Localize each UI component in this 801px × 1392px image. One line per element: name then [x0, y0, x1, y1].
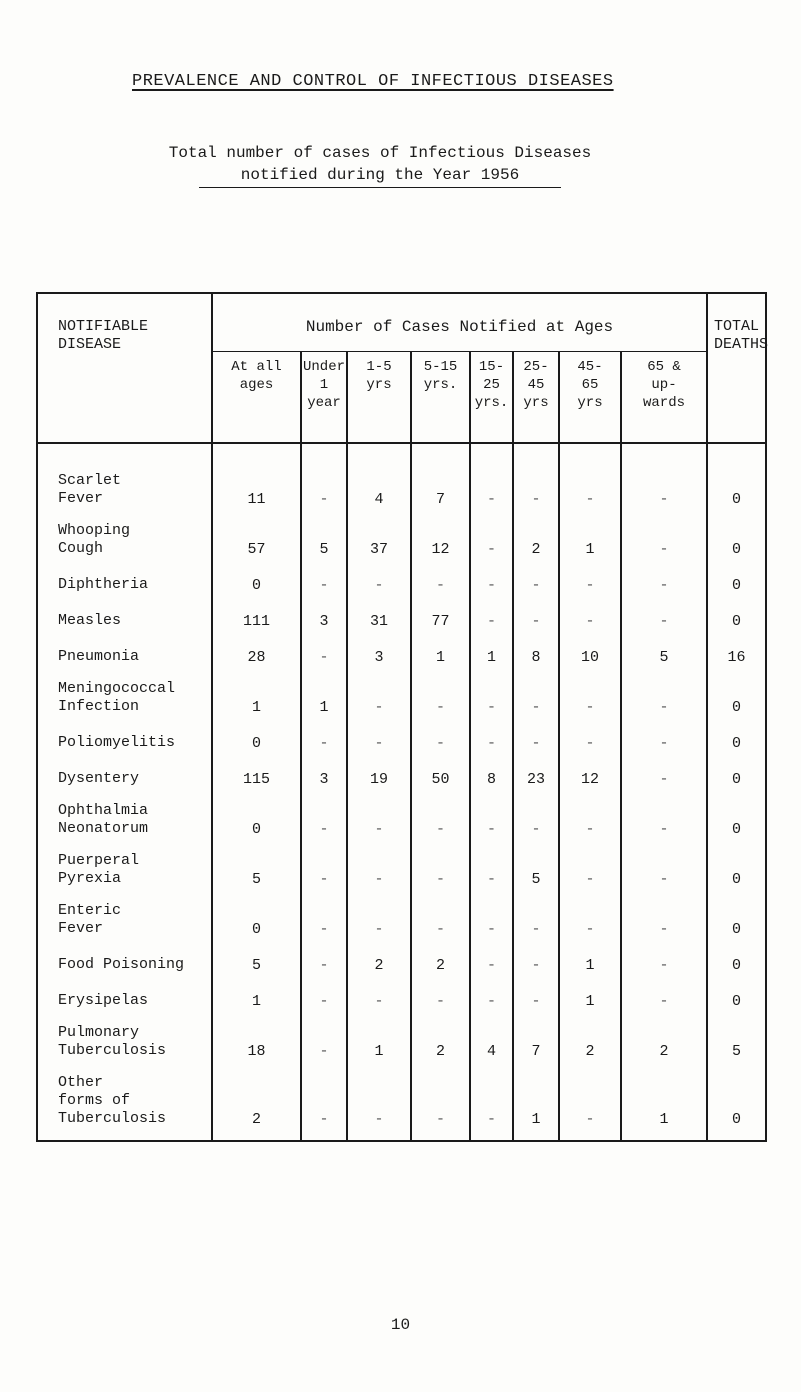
- count-cell: 3: [301, 752, 347, 788]
- count-cell: -: [411, 974, 470, 1010]
- age-column-header: 15-25 yrs.: [470, 351, 513, 443]
- count-cell: 19: [347, 752, 411, 788]
- count-cell: -: [301, 938, 347, 974]
- count-cell: -: [347, 888, 411, 938]
- count-cell: -: [470, 974, 513, 1010]
- count-cell: -: [513, 666, 559, 716]
- deaths-cell: 0: [707, 752, 766, 788]
- count-cell: 1: [559, 974, 621, 1010]
- count-cell: 1: [621, 1060, 707, 1141]
- table-caption: [130, 142, 630, 188]
- count-cell: -: [621, 788, 707, 838]
- count-cell: -: [301, 788, 347, 838]
- disease-name: Scarlet Fever: [37, 443, 212, 508]
- count-cell: 7: [513, 1010, 559, 1060]
- deaths-cell: 0: [707, 558, 766, 594]
- deaths-cell: 0: [707, 888, 766, 938]
- count-cell: -: [621, 838, 707, 888]
- count-cell: -: [470, 666, 513, 716]
- count-cell: 3: [347, 630, 411, 666]
- count-cell: -: [559, 888, 621, 938]
- deaths-cell: 0: [707, 716, 766, 752]
- count-cell: -: [301, 1010, 347, 1060]
- age-column-header: 5-15 yrs.: [411, 351, 470, 443]
- deaths-cell: 0: [707, 788, 766, 838]
- count-cell: 18: [212, 1010, 301, 1060]
- count-cell: 5: [212, 838, 301, 888]
- disease-name: Ophthalmia Neonatorum: [37, 788, 212, 838]
- count-cell: 5: [212, 938, 301, 974]
- count-cell: 23: [513, 752, 559, 788]
- count-cell: -: [621, 666, 707, 716]
- disease-name: Meningococcal Infection: [37, 666, 212, 716]
- count-cell: -: [411, 716, 470, 752]
- table-row: [37, 788, 766, 838]
- count-cell: 3: [301, 594, 347, 630]
- count-cell: -: [470, 508, 513, 558]
- count-cell: 28: [212, 630, 301, 666]
- table-row: [37, 1010, 766, 1060]
- table-row: [37, 838, 766, 888]
- count-cell: -: [411, 558, 470, 594]
- count-cell: -: [513, 594, 559, 630]
- count-cell: -: [621, 974, 707, 1010]
- deaths-cell: 0: [707, 938, 766, 974]
- count-cell: 1: [212, 974, 301, 1010]
- count-cell: -: [470, 838, 513, 888]
- count-cell: -: [470, 938, 513, 974]
- count-cell: -: [470, 594, 513, 630]
- age-column-header: 45- 65 yrs: [559, 351, 621, 443]
- deaths-cell: 5: [707, 1010, 766, 1060]
- count-cell: 1: [559, 508, 621, 558]
- deaths-cell: 0: [707, 838, 766, 888]
- disease-name: Whooping Cough: [37, 508, 212, 558]
- age-column-header: 25- 45 yrs: [513, 351, 559, 443]
- count-cell: -: [411, 666, 470, 716]
- count-cell: 4: [347, 443, 411, 508]
- page-heading: PREVALENCE AND CONTROL OF INFECTIOUS DISEASES: [132, 72, 614, 91]
- count-cell: -: [470, 716, 513, 752]
- count-cell: 2: [621, 1010, 707, 1060]
- count-cell: 57: [212, 508, 301, 558]
- count-cell: 1: [301, 666, 347, 716]
- deaths-cell: 0: [707, 508, 766, 558]
- count-cell: 7: [411, 443, 470, 508]
- count-cell: 4: [470, 1010, 513, 1060]
- disease-name: Food Poisoning: [37, 938, 212, 974]
- count-cell: 1: [470, 630, 513, 666]
- infectious-diseases-table: [36, 292, 767, 1142]
- count-cell: -: [621, 508, 707, 558]
- disease-name: Poliomyelitis: [37, 716, 212, 752]
- count-cell: 37: [347, 508, 411, 558]
- count-cell: -: [621, 888, 707, 938]
- disease-name: Dysentery: [37, 752, 212, 788]
- count-cell: -: [470, 443, 513, 508]
- deaths-cell: 0: [707, 666, 766, 716]
- caption-line-2: notified during the Year 1956: [199, 164, 561, 188]
- count-cell: 2: [347, 938, 411, 974]
- count-cell: 10: [559, 630, 621, 666]
- count-cell: -: [411, 838, 470, 888]
- count-cell: -: [559, 558, 621, 594]
- count-cell: -: [301, 558, 347, 594]
- count-cell: -: [301, 974, 347, 1010]
- count-cell: -: [559, 838, 621, 888]
- count-cell: -: [470, 558, 513, 594]
- count-cell: -: [559, 666, 621, 716]
- count-cell: 5: [513, 838, 559, 888]
- count-cell: 1: [411, 630, 470, 666]
- count-cell: 2: [559, 1010, 621, 1060]
- table-row: [37, 443, 766, 508]
- disease-name: Enteric Fever: [37, 888, 212, 938]
- disease-name: Diphtheria: [37, 558, 212, 594]
- count-cell: -: [621, 443, 707, 508]
- count-cell: 8: [470, 752, 513, 788]
- table-row: [37, 1060, 766, 1141]
- disease-name: Erysipelas: [37, 974, 212, 1010]
- count-cell: 50: [411, 752, 470, 788]
- count-cell: 8: [513, 630, 559, 666]
- count-cell: 2: [513, 508, 559, 558]
- table-row: [37, 974, 766, 1010]
- count-cell: 0: [212, 558, 301, 594]
- count-cell: 1: [212, 666, 301, 716]
- count-cell: 12: [411, 508, 470, 558]
- count-cell: -: [621, 558, 707, 594]
- count-cell: -: [347, 1060, 411, 1141]
- count-cell: -: [347, 666, 411, 716]
- count-cell: -: [513, 558, 559, 594]
- count-cell: -: [301, 888, 347, 938]
- count-cell: -: [513, 788, 559, 838]
- count-cell: -: [621, 716, 707, 752]
- count-cell: -: [621, 752, 707, 788]
- deaths-cell: 0: [707, 443, 766, 508]
- count-cell: 0: [212, 888, 301, 938]
- count-cell: -: [301, 443, 347, 508]
- ages-group-header: Number of Cases Notified at Ages: [212, 293, 707, 351]
- count-cell: -: [559, 716, 621, 752]
- count-cell: -: [513, 938, 559, 974]
- table-row: [37, 888, 766, 938]
- count-cell: -: [301, 1060, 347, 1141]
- count-cell: 0: [212, 716, 301, 752]
- count-cell: -: [559, 594, 621, 630]
- count-cell: -: [513, 974, 559, 1010]
- count-cell: -: [513, 716, 559, 752]
- disease-name: Puerperal Pyrexia: [37, 838, 212, 888]
- table-row: [37, 594, 766, 630]
- age-column-header: At all ages: [212, 351, 301, 443]
- disease-name: Pulmonary Tuberculosis: [37, 1010, 212, 1060]
- count-cell: -: [347, 558, 411, 594]
- count-cell: -: [559, 788, 621, 838]
- table-row: [37, 752, 766, 788]
- count-cell: -: [470, 1060, 513, 1141]
- age-column-header: Under 1 year: [301, 351, 347, 443]
- deaths-cell: 16: [707, 630, 766, 666]
- disease-name: Other forms of Tuberculosis: [37, 1060, 212, 1141]
- count-cell: -: [621, 938, 707, 974]
- count-cell: 5: [301, 508, 347, 558]
- count-cell: -: [559, 1060, 621, 1141]
- table-row: [37, 630, 766, 666]
- count-cell: 0: [212, 788, 301, 838]
- count-cell: 77: [411, 594, 470, 630]
- count-cell: -: [347, 838, 411, 888]
- count-cell: -: [411, 788, 470, 838]
- deaths-cell: 0: [707, 1060, 766, 1141]
- count-cell: 1: [513, 1060, 559, 1141]
- count-cell: -: [347, 974, 411, 1010]
- age-column-header: 65 & up- wards: [621, 351, 707, 443]
- count-cell: 1: [559, 938, 621, 974]
- count-cell: -: [411, 1060, 470, 1141]
- total-deaths-header: TOTAL DEATHS: [707, 293, 766, 443]
- table-row: [37, 558, 766, 594]
- count-cell: -: [301, 716, 347, 752]
- count-cell: -: [411, 888, 470, 938]
- count-cell: 2: [411, 938, 470, 974]
- count-cell: -: [347, 716, 411, 752]
- count-cell: -: [301, 838, 347, 888]
- table-row: [37, 508, 766, 558]
- count-cell: 115: [212, 752, 301, 788]
- count-cell: 5: [621, 630, 707, 666]
- count-cell: -: [621, 594, 707, 630]
- count-cell: 12: [559, 752, 621, 788]
- count-cell: 2: [411, 1010, 470, 1060]
- table-row: [37, 938, 766, 974]
- count-cell: 111: [212, 594, 301, 630]
- deaths-cell: 0: [707, 594, 766, 630]
- count-cell: -: [513, 888, 559, 938]
- page-number: 10: [390, 1316, 411, 1334]
- age-column-header: 1-5 yrs: [347, 351, 411, 443]
- disease-name: Measles: [37, 594, 212, 630]
- count-cell: 11: [212, 443, 301, 508]
- deaths-cell: 0: [707, 974, 766, 1010]
- count-cell: -: [301, 630, 347, 666]
- count-cell: 31: [347, 594, 411, 630]
- table-row: [37, 666, 766, 716]
- count-cell: -: [470, 888, 513, 938]
- count-cell: -: [513, 443, 559, 508]
- count-cell: 2: [212, 1060, 301, 1141]
- count-cell: 1: [347, 1010, 411, 1060]
- count-cell: -: [347, 788, 411, 838]
- disease-column-header: NOTIFIABLE DISEASE: [37, 293, 212, 443]
- count-cell: -: [559, 443, 621, 508]
- disease-name: Pneumonia: [37, 630, 212, 666]
- count-cell: -: [470, 788, 513, 838]
- caption-line-1: Total number of cases of Infectious Diseases: [168, 144, 592, 162]
- table-row: [37, 716, 766, 752]
